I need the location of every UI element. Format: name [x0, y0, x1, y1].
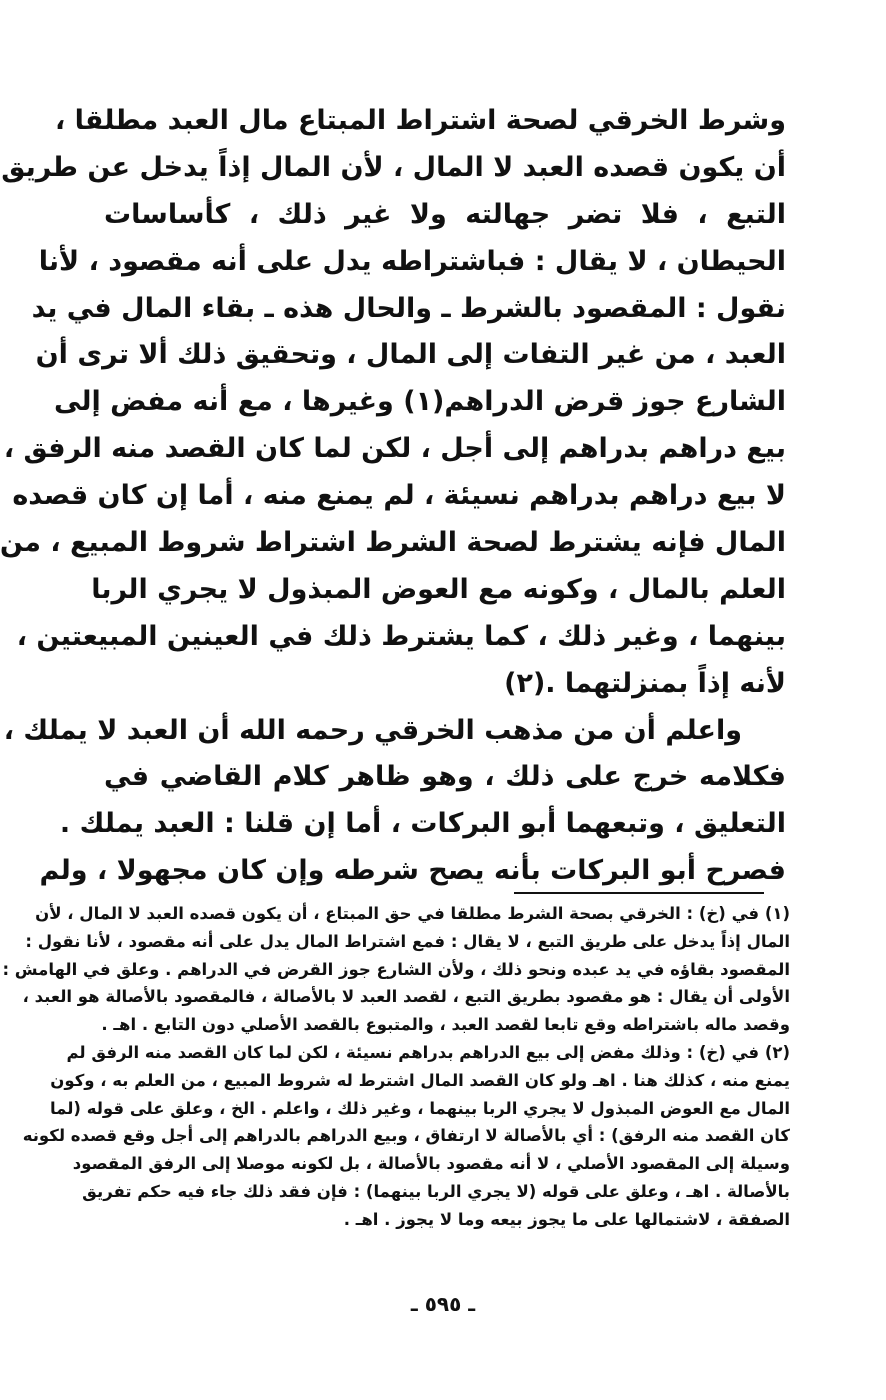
footnote-line: (٢) في (خ) : وذلك مفض إلى بيع الدراهم بدراهم نسيئة ، لكن لما كان القصد منه الرفق لم — [66, 1042, 790, 1062]
main-line: الشارع جوز قرض الدراهم(١) وغيرها ، مع أنه مفض إلى — [54, 386, 786, 418]
main-line: بينهما ، وغير ذلك ، كما يشترط ذلك في العينين المبيعتين ، — [16, 620, 786, 652]
main-line: واعلم أن من مذهب الخرقي رحمه الله أن العبد لا يملك ، — [3, 714, 742, 746]
main-line: العلم بالمال ، وكونه مع العوض المبذول لا يجري الربا — [91, 573, 786, 605]
footnote-line: الأولى أن يقال : هو مقصود بطريق التبع ، لقصد العبد لا بالأصالة ، فالمقصود بالأصالة هو العبد ، — [22, 987, 790, 1007]
footnote-line: المال إذاً يدخل على طريق التبع ، لا يقال : فمع اشتراط المال يدل على أنه مقصود ، لأنا نقول : — [25, 931, 790, 951]
footnote-line: (١) في (خ) : الخرقي بصحة الشرط مطلقا في حق المبتاع ، أن يكون قصده العبد لا المال ، لأن — [35, 904, 790, 923]
main-line: نقول : المقصود بالشرط ـ والحال هذه ـ بقاء المال في يد — [31, 292, 786, 324]
main-line: التعليق ، وتبعهما أبو البركات ، أما إن قلنا : العبد يملك . — [59, 808, 786, 840]
page-number: ـ ٥٩٥ ـ — [410, 1292, 476, 1316]
footnote-line: بالأصالة . اهـ ، وعلق على قوله (لا يجري الربا بينهما) : فإن فقد ذلك جاء فيه حكم تفريق — [82, 1181, 790, 1201]
main-line: الحيطان ، لا يقال : فباشتراطه يدل على أنه مقصود ، لأنا — [38, 245, 786, 277]
main-line: التبع ، فلا تضر جهالته ولا غير ذلك ، كأساسات — [104, 198, 786, 230]
main-line: المال فإنه يشترط لصحة الشرط اشتراط شروط المبيع ، من — [0, 527, 786, 559]
footnote-line: كان القصد منه الرفق) : أي بالأصالة لا ارتفاق ، وبيع الدراهم بالدراهم إلى أجل وقع قصده لكونه — [22, 1126, 790, 1146]
footnote-line: يمنع منه ، كذلك هنا . اهـ ولو كان القصد المال اشترط له شروط المبيع ، من العلم به ، وكون — [50, 1070, 790, 1090]
main-line: لا بيع دراهم بدراهم نسيئة ، لم يمنع منه ، أما إن كان قصده — [12, 480, 786, 512]
main-line: وشرط الخرقي لصحة اشتراط المبتاع مال العبد مطلقا ، — [54, 105, 786, 136]
footnotes — [2, 900, 790, 1234]
main-line: العبد ، من غير التفات إلى المال ، وتحقيق ذلك ألا ترى أن — [35, 339, 786, 371]
main-line: فكلامه خرج على ذلك ، وهو ظاهر كلام القاضي في — [104, 761, 786, 793]
footnote-line: الصفقة ، لاشتمالها على ما يجوز بيعه وما لا يجوز . اهـ . — [343, 1209, 790, 1229]
footnote-divider — [514, 892, 764, 894]
main-line: فصرح أبو البركات بأنه يصح شرطه وإن كان مجهولا ، ولم — [39, 855, 786, 887]
footnote-line: المقصود بقاؤه في يد عبده ونحو ذلك ، ولأن الشارع جوز القرض في الدراهم . وعلق في الهامش : — [2, 959, 790, 979]
main-line: لأنه إذاً بمنزلتهما .(٢) — [504, 667, 786, 699]
footnote-line: وسيلة إلى المقصود الأصلي ، لا أنه مقصود بالأصالة ، بل لكونه موصلا إلى الرفق المقصود — [72, 1154, 790, 1174]
footnote-line: المال مع العوض المبذول لا يجري الربا بينهما ، وغير ذلك ، واعلم . الخ ، وعلق على قوله (لما — [49, 1098, 790, 1118]
footnote-line: وقصد ماله باشتراطه وقع تابعا لقصد العبد ، والمتبوع بالقصد الأصلي دون التابع . اهـ . — [101, 1015, 790, 1035]
main-line: أن يكون قصده العبد لا المال ، لأن المال إذاً يدخل عن طريق — [1, 151, 786, 183]
main-text — [0, 98, 786, 895]
main-line: بيع دراهم بدراهم إلى أجل ، لكن لما كان القصد منه الرفق ، — [3, 433, 786, 465]
